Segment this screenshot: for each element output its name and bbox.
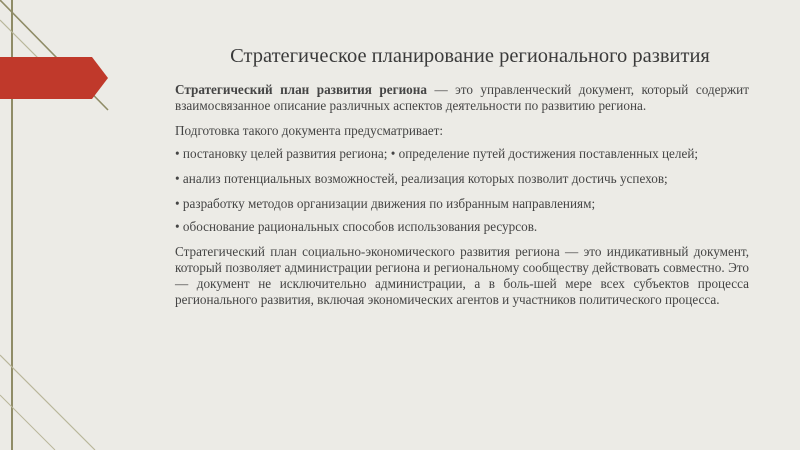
bottom-diagonal-line-2 [0,395,55,450]
slide-body [175,82,749,317]
term-strategic-plan: Стратегический план развития региона [175,82,427,97]
paragraph-indicative-document: Стратегический план социально-экономического развития региона — это индикативный документ, который позволяет администрации региона и региональному сообществу действовать совместно. Это — документ не исключительно администрации, а в боль-шей мере всех субъектов процесса регионального развития, включая экономических агентов и участников политического процесса. [175,244,749,307]
paragraph-definition [175,82,749,114]
bullet-methods: • разработку методов организации движения по избранным направлениям; [175,196,596,211]
paragraph-preparation: Подготовка такого документа предусматривает: [175,123,444,138]
red-banner-shape [0,57,108,99]
bullet-goals-paths: • постановку целей развития региона; • определение путей достижения поставленных целей; [175,146,699,161]
definition-text: — это управленческий документ, который содержит взаимосвязанное описание различных аспектов деятельности по развитию региона. [175,82,749,113]
bullet-analysis: • анализ потенциальных возможностей, реализация которых позволит достичь успехов; [175,171,668,186]
bottom-diagonal-line-1 [0,355,95,450]
slide-title: Стратегическое планирование регионального развития [230,45,710,67]
bullet-resources: • обоснование рациональных способов использования ресурсов. [175,219,538,234]
